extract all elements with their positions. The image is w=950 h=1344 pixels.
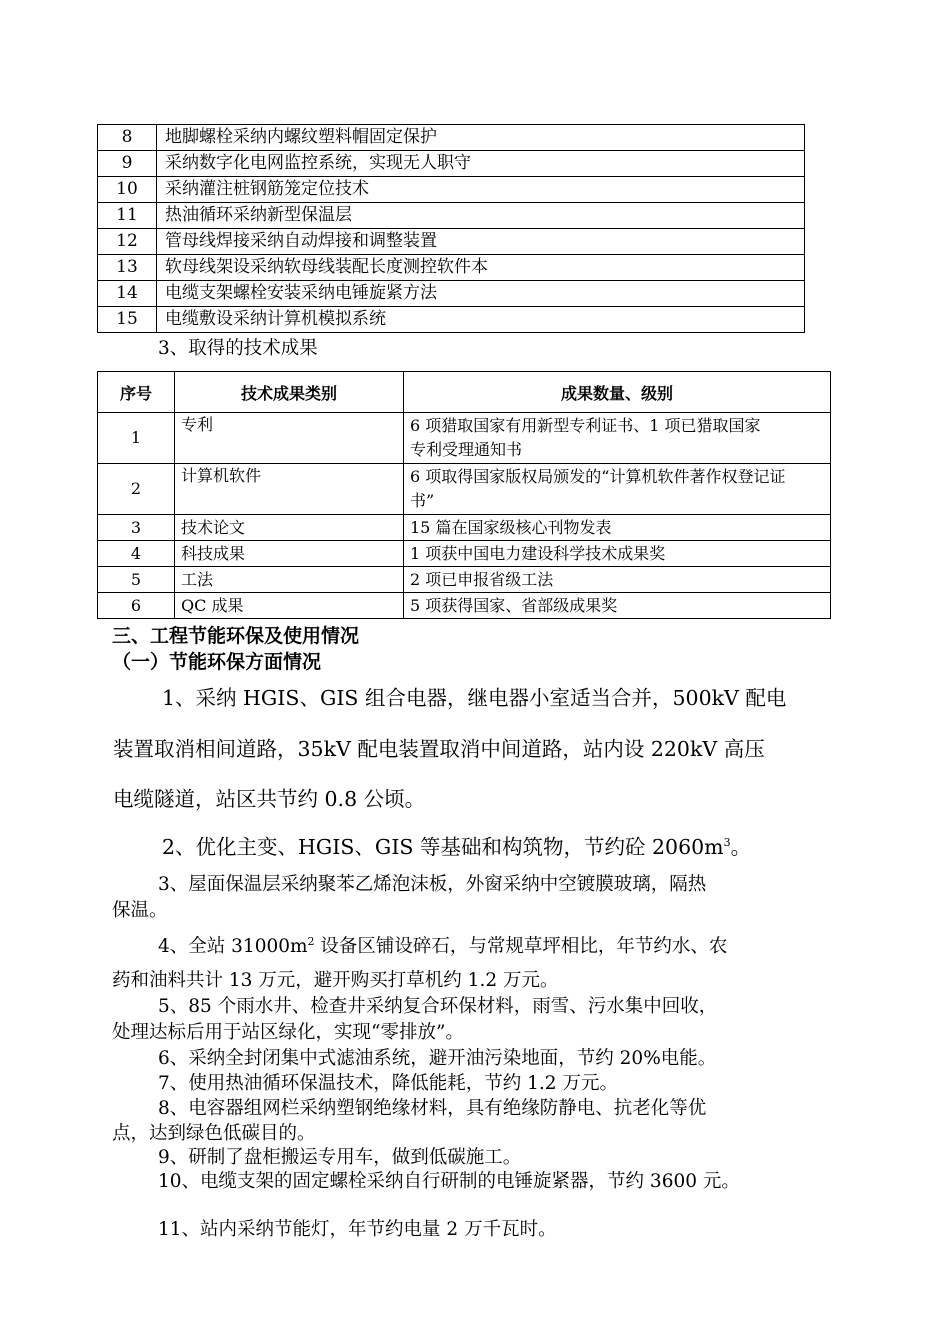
paragraph-4-text-a: 4、全站 31000m (158, 936, 308, 957)
col-header-result: 成果数量、级别 (404, 372, 831, 413)
paragraph-1-line-2: 装置取消相间道路，35kV 配电装置取消中间道路，站内设 220kV 高压 (113, 737, 765, 761)
table-row (98, 464, 831, 515)
row-measure: 电缆支架螺栓安装采纳电锤旋紧方法 (157, 281, 805, 307)
table-row (98, 281, 805, 307)
table-row (98, 151, 805, 177)
result-line: 6 项取得国家版权局颁发的“计算机软件著作权登记证 (410, 467, 786, 486)
row-measure: 地脚螺栓采纳内螺纹塑料帽固定保护 (157, 125, 805, 151)
result-line: 15 篇在国家级核心刊物发表 (410, 518, 612, 537)
table-row (98, 567, 831, 593)
achievements-table (97, 371, 831, 619)
paragraph-3-line-1: 3、屋面保温层采纳聚苯乙烯泡沫板，外窗采纳中空镀膜玻璃，隔热 (158, 874, 707, 895)
row-result (404, 464, 831, 515)
result-line: 2 项已申报省级工法 (410, 570, 554, 589)
row-number: 2 (98, 464, 175, 515)
table-row (98, 541, 831, 567)
unit-superscript: 3 (723, 836, 731, 850)
section-heading: 三、工程节能环保及使用情况 (112, 625, 360, 647)
row-measure: 管母线焊接采纳自动焊接和调整装置 (157, 229, 805, 255)
paragraph-4-line-2: 药和油料共计 13 万元，避开购买打草机约 1.2 万元。 (112, 970, 559, 991)
row-number: 9 (98, 151, 157, 177)
paragraph-1-line-3: 电缆隧道，站区共节约 0.8 公顷。 (113, 787, 426, 811)
measures-table (97, 124, 805, 333)
result-line: 5 项获得国家、省部级成果奖 (410, 596, 618, 615)
table-row (98, 515, 831, 541)
result-line: 1 项获中国电力建设科学技术成果奖 (410, 544, 666, 563)
row-number: 5 (98, 567, 175, 593)
col-header-category: 技术成果类别 (175, 372, 404, 413)
row-category: 工法 (175, 567, 404, 593)
row-result (404, 541, 831, 567)
paragraph-8-line-1: 8、电容器组网栏采纳塑钢绝缘材料，具有绝缘防静电、抗老化等优 (158, 1098, 707, 1119)
row-number: 15 (98, 307, 157, 333)
row-result (404, 567, 831, 593)
row-number: 8 (98, 125, 157, 151)
table-row (98, 203, 805, 229)
row-category: 专利 (175, 413, 404, 464)
row-category: 计算机软件 (175, 464, 404, 515)
table-row (98, 307, 805, 333)
col-header-num: 序号 (98, 372, 175, 413)
achievements-heading: 3、取得的技术成果 (158, 338, 318, 359)
row-category: QC 成果 (175, 593, 404, 619)
row-category: 科技成果 (175, 541, 404, 567)
table-row (98, 229, 805, 255)
row-measure: 热油循环采纳新型保温层 (157, 203, 805, 229)
paragraph-6: 6、采纳全封闭集中式滤油系统，避开油污染地面，节约 20%电能。 (158, 1048, 717, 1069)
paragraph-1-line-1: 1、采纳 HGIS、GIS 组合电器，继电器小室适当合并，500kV 配电 (162, 686, 787, 710)
row-number: 12 (98, 229, 157, 255)
paragraph-5-line-2: 处理达标后用于站区绿化，实现“零排放”。 (112, 1022, 464, 1043)
paragraph-11: 11、站内采纳节能灯，年节约电量 2 万千瓦时。 (158, 1219, 557, 1240)
paragraph-3-line-2: 保温。 (112, 900, 168, 921)
table-row (98, 255, 805, 281)
row-number: 4 (98, 541, 175, 567)
result-line: 专利受理通知书 (410, 440, 523, 459)
table-row (98, 413, 831, 464)
paragraph-4-line-1 (158, 932, 727, 958)
paragraph-10: 10、电缆支架的固定螺栓采纳自行研制的电锤旋紧器，节约 3600 元。 (158, 1171, 740, 1192)
row-number: 10 (98, 177, 157, 203)
row-number: 3 (98, 515, 175, 541)
row-number: 13 (98, 255, 157, 281)
row-measure: 软母线架设采纳软母线装配长度测控软件本 (157, 255, 805, 281)
area-superscript: 2 (307, 934, 315, 948)
paragraph-8-line-2: 点，达到绿色低碳目的。 (112, 1123, 316, 1144)
paragraph-2 (162, 830, 751, 860)
paragraph-7: 7、使用热油循环保温技术，降低能耗，节约 1.2 万元。 (158, 1073, 618, 1094)
row-result (404, 413, 831, 464)
table-row (98, 177, 805, 203)
paragraph-9: 9、研制了盘柜搬运专用车，做到低碳施工。 (158, 1147, 522, 1168)
row-result (404, 593, 831, 619)
result-line: 6 项猎取国家有用新型专利证书、1 项已猎取国家 (410, 416, 761, 435)
row-result (404, 515, 831, 541)
row-number: 6 (98, 593, 175, 619)
row-measure: 电缆敷设采纳计算机模拟系统 (157, 307, 805, 333)
table-row (98, 593, 831, 619)
row-number: 11 (98, 203, 157, 229)
row-measure: 采纳数字化电网监控系统，实现无人职守 (157, 151, 805, 177)
paragraph-5-line-1: 5、85 个雨水井、检查井采纳复合环保材料，雨雪、污水集中回收， (158, 996, 718, 1017)
row-number: 1 (98, 413, 175, 464)
paragraph-4-text-b: 设备区铺设碎石，与常规草坪相比，年节约水、农 (314, 936, 728, 957)
row-number: 14 (98, 281, 157, 307)
result-line: 书” (410, 491, 435, 510)
row-category: 技术论文 (175, 515, 404, 541)
paragraph-2-end: 。 (730, 835, 752, 859)
subsection-heading: （一）节能环保方面情况 (112, 651, 322, 673)
table-header-row (98, 372, 831, 413)
paragraph-2-text: 2、优化主变、HGIS、GIS 等基础和构筑物，节约砼 2060m (162, 835, 724, 859)
row-measure: 采纳灌注桩钢筋笼定位技术 (157, 177, 805, 203)
table-row (98, 125, 805, 151)
